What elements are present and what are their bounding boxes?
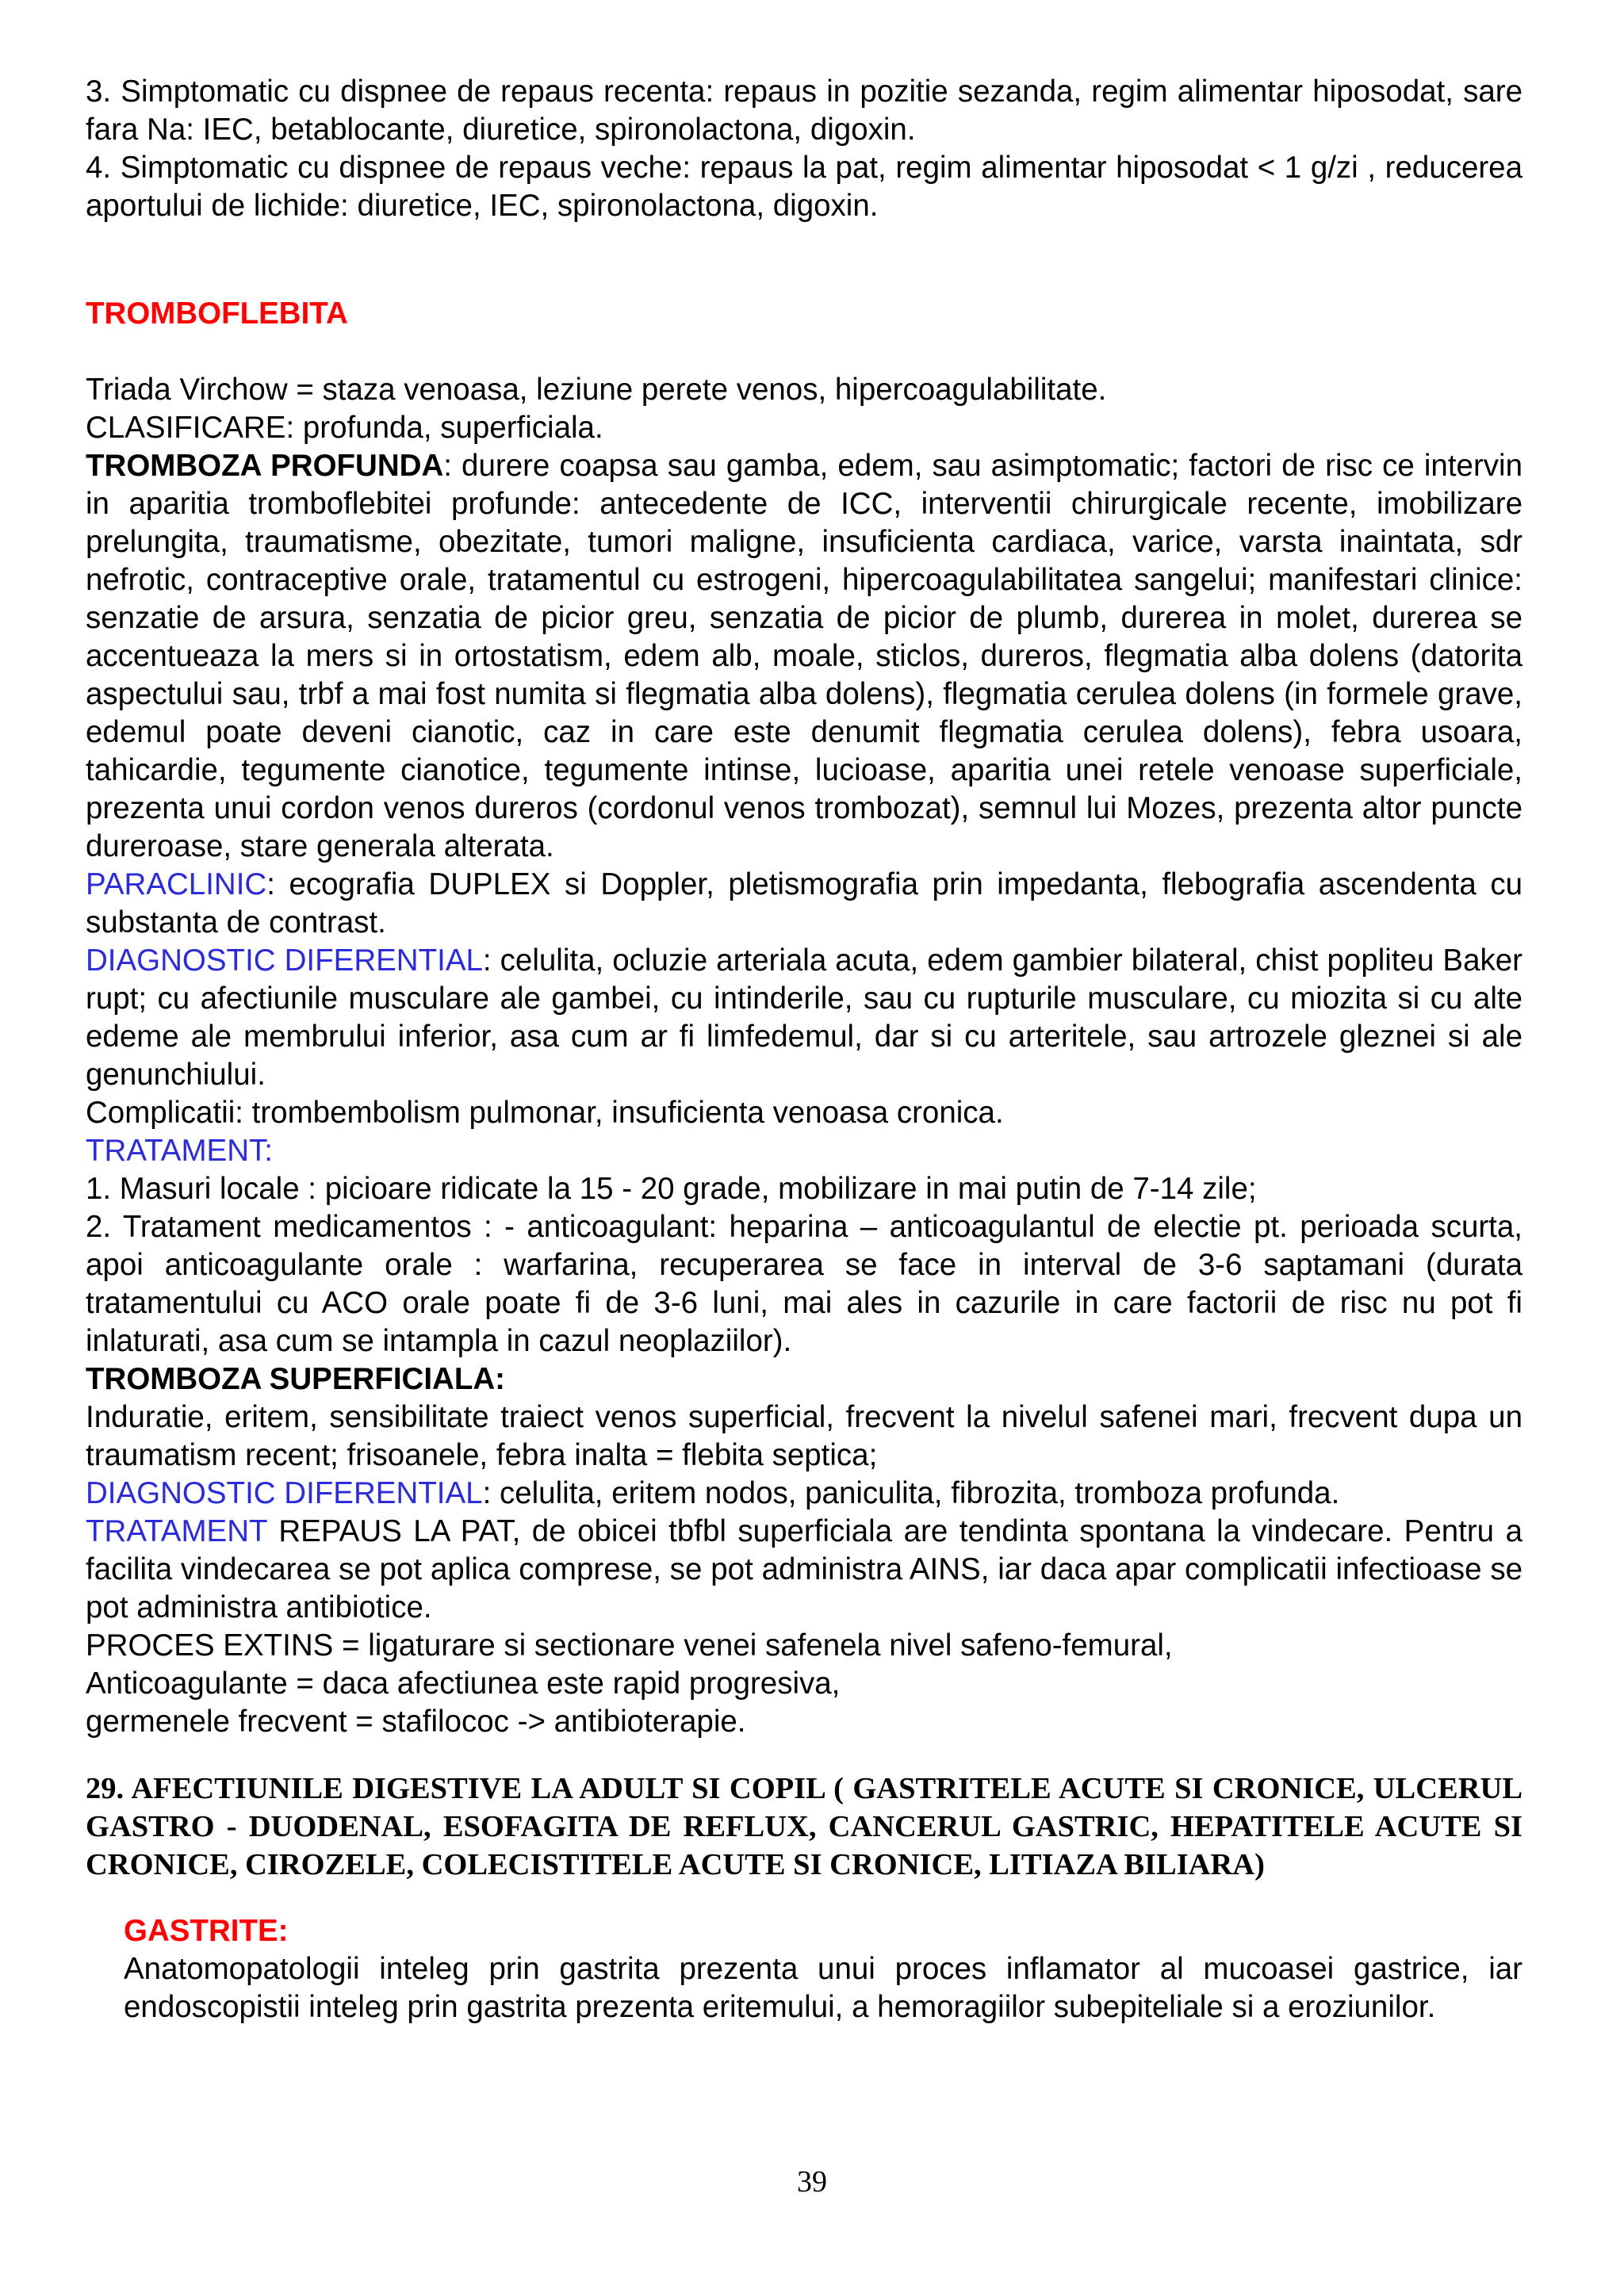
intro-item-3: 3. Simptomatic cu dispnee de repaus recenta: repaus in pozitie sezanda, regim alimentar hiposodat, sare fara Na: IEC, betablocante, diuretice, spironolactona, digoxin. (86, 75, 1522, 147)
section-title-tromboflebita: TROMBOFLEBITA (86, 297, 348, 331)
tromboza-superficiala-text: Induratie, eritem, sensibilitate traiect venos superficial, frecvent la nivelul safenei mari, frecvent dupa un traumatism recent; frisoanele, febra inalta = flebita septica; (86, 1400, 1522, 1472)
paraclinic-paragraph (86, 866, 1522, 942)
page-number: 39 (797, 2165, 827, 2198)
paraclinic-label: PARACLINIC (86, 867, 267, 901)
section-title-gastrite: GASTRITE: (124, 1914, 289, 1948)
spacer (86, 1741, 1522, 1770)
tratament-superficiala-paragraph (86, 1513, 1522, 1627)
proces-extins: PROCES EXTINS = ligaturare si sectionare venei safenela nivel safeno-femural, (86, 1628, 1173, 1663)
tratament-item-1: 1. Masuri locale : picioare ridicate la 15 - 20 grade, mobilizare in mai putin de 7-14 zile; (86, 1172, 1257, 1206)
chapter-heading: 29. AFECTIUNILE DIGESTIVE LA ADULT SI COPIL ( GASTRITELE ACUTE SI CRONICE, ULCERUL GASTRO - DUODENAL, ESOFAGITA DE REFLUX, CANCERUL GASTRIC, HEPATITELE ACUTE SI CRONICE, CIROZELE, COLECISTITELE ACUTE SI CRONICE, LITIAZA BILIARA) (86, 1772, 1522, 1881)
tratament-superficiala-text: REPAUS LA PAT, de obicei tbfbl superficiala are tendinta spontana la vindecare. Pentru a facilita vindecarea se pot aplica comprese, se pot administra AINS, iar daca apar complicatii infectioase se pot administra antibiotice. (86, 1514, 1522, 1624)
diagnostic-diferential-text: : celulita, ocluzie arteriala acuta, edem gambier bilateral, chist popliteu Baker rupt; cu afectiunile musculare ale gambei, cu intinderile, sau cu rupturile musculare, cu miozita si cu alte edeme ale membrului inferior, asa cum ar fi limfedemul, dar si cu arteritele, sau artrozele gleznei si ale genunchiului. (86, 943, 1522, 1092)
germeni-frecventi: germenele frecvent = stafilococ -> antibioterapie. (86, 1705, 746, 1739)
tratament-label: TRATAMENT: (86, 1134, 273, 1168)
tratament-superficiala-label: TRATAMENT (86, 1514, 267, 1548)
complicatii: Complicatii: trombembolism pulmonar, insuficienta venoasa cronica. (86, 1096, 1004, 1130)
tromboza-superficiala-label: TROMBOZA SUPERFICIALA: (86, 1362, 505, 1396)
spacer (86, 1884, 1522, 1912)
document-page (86, 73, 1522, 2026)
anticoagulante: Anticoagulante = daca afectiunea este rapid progresiva, (86, 1667, 841, 1701)
diagnostic-diferential-superficiala-label: DIAGNOSTIC DIFERENTIAL (86, 1476, 483, 1510)
tromboza-profunda-paragraph (86, 447, 1522, 866)
virchow-triad: Triada Virchow = staza venoasa, leziune perete venos, hipercoagulabilitate. (86, 373, 1107, 407)
gastrite-text: Anatomopatologii inteleg prin gastrita prezenta unui proces inflamator al mucoasei gastrice, iar endoscopistii inteleg prin gastrita prezenta eritemului, a hemoragiilor subepiteliale si a eroziunilor. (124, 1952, 1522, 2024)
spacer (86, 225, 1522, 295)
tromboza-profunda-label: TROMBOZA PROFUNDA (86, 449, 444, 483)
tromboza-profunda-text: : durere coapsa sau gamba, edem, sau asimptomatic; factori de risc ce intervin in aparitia tromboflebitei profunde: antecedente de ICC, interventii chirurgicale recente, imobilizare prelungita, traumatisme, obezitate, tumori maligne, insuficienta cardiaca, varice, varsta inaintata, sdr nefrotic, contraceptive orale, tratamentul cu estrogeni, hipercoagulabilitatea sangelui; manifestari clinice: senzatie de arsura, senzatia de picior greu, senzatia de picior de plumb, durerea in molet, durerea se accentueaza la mers si in ortostatism, edem alb, moale, sticlos, dureros, flegmatia alba dolens (datorita aspectului sau, trbf a mai fost numita si flegmatia alba dolens), flegmatia cerulea dolens (in formele grave, edemul poate deveni cianotic, caz in care este denumit flegmatia cerulea dolens), febra usoara, tahicardie, tegumente cianotice, tegumente intinse, lucioase, aparitia unei retele venoase superficiale, prezenta unui cordon venos dureros (cordonul venos trombozat), semnul lui Mozes, prezenta altor puncte dureroase, stare generala alterata. (86, 449, 1522, 863)
diagnostic-diferential-label: DIAGNOSTIC DIFERENTIAL (86, 943, 483, 978)
spacer (86, 333, 1522, 371)
clasificare: CLASIFICARE: profunda, superficiala. (86, 411, 603, 445)
diagnostic-diferential-paragraph (86, 942, 1522, 1094)
diagnostic-diferential-superficiala-paragraph (86, 1475, 1522, 1513)
intro-item-4: 4. Simptomatic cu dispnee de repaus veche: repaus la pat, regim alimentar hiposodat < 1 g/zi , reducerea aportului de lichide: diuretice, IEC, spironolactona, digoxin. (86, 151, 1522, 223)
paraclinic-text: : ecografia DUPLEX si Doppler, pletismografia prin impedanta, flebografia ascendenta cu substanta de contrast. (86, 867, 1522, 939)
gastrite-section (124, 1912, 1522, 2026)
diagnostic-diferential-superficiala-text: : celulita, eritem nodos, paniculita, fibrozita, tromboza profunda. (482, 1476, 1340, 1510)
tratament-item-2: 2. Tratament medicamentos : - anticoagulant: heparina – anticoagulantul de electie pt. perioada scurta, apoi anticoagulante orale : warfarina, recuperarea se face in interval de 3-6 saptamani (durata tratamentului cu ACO orale poate fi de 3-6 luni, mai ales in cazurile in care factorii de risc nu pot fi inlaturati, asa cum se intampla in cazul neoplaziilor). (86, 1210, 1522, 1358)
